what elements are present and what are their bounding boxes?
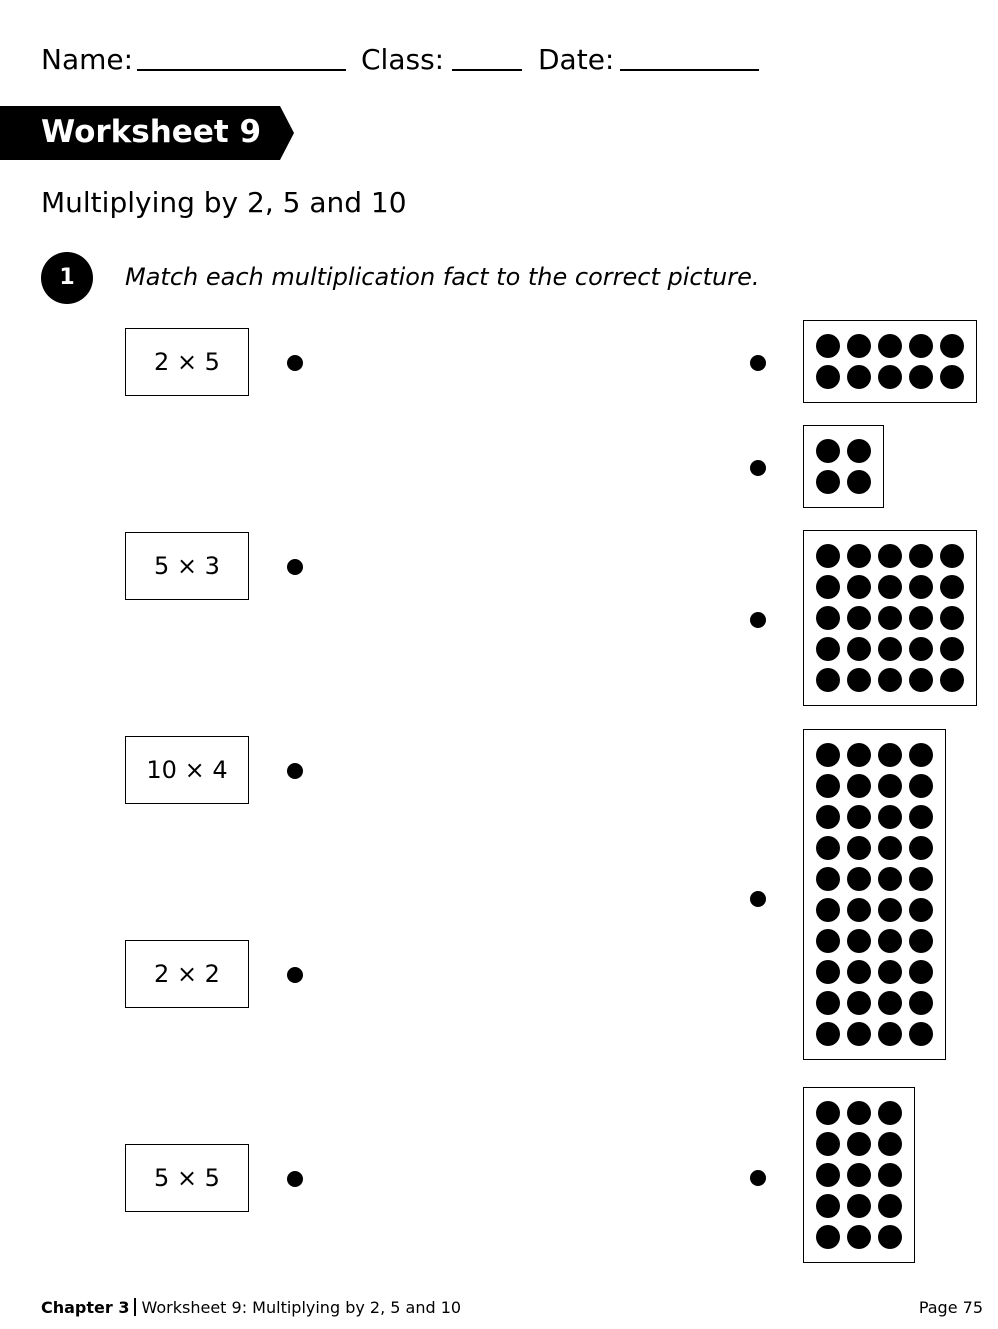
counter-dot [847, 991, 871, 1015]
counter-dot [816, 1163, 840, 1187]
counter-dot [878, 637, 902, 661]
counter-dot [816, 470, 840, 494]
right-match-dot[interactable] [750, 355, 766, 371]
counter-dot [847, 867, 871, 891]
counter-dot [816, 898, 840, 922]
question-instruction: Match each multiplication fact to the correct picture. [125, 263, 760, 291]
dot-array-picture [803, 320, 977, 403]
counter-dot [847, 439, 871, 463]
counter-dot [847, 805, 871, 829]
counter-dot [847, 668, 871, 692]
question-number-badge: 1 [41, 252, 93, 304]
counter-dot [847, 898, 871, 922]
fact-box: 10 × 4 [125, 736, 249, 804]
name-label: Name: [41, 43, 134, 76]
footer-title: Worksheet 9: Multiplying by 2, 5 and 10 [141, 1298, 462, 1317]
counter-dot [909, 668, 933, 692]
counter-dot [847, 1194, 871, 1218]
counter-dot [878, 1225, 902, 1249]
counter-dot [816, 334, 840, 358]
counter-dot [816, 544, 840, 568]
right-match-dot[interactable] [750, 1170, 766, 1186]
counter-dot [847, 1101, 871, 1125]
fact-box: 2 × 2 [125, 940, 249, 1008]
counter-dot [909, 774, 933, 798]
counter-dot [909, 365, 933, 389]
dot-array-picture [803, 729, 946, 1060]
right-match-dot[interactable] [750, 612, 766, 628]
page-number: Page 75 [918, 1298, 983, 1317]
counter-dot [816, 1101, 840, 1125]
counter-dot [878, 991, 902, 1015]
date-label: Date: [538, 43, 615, 76]
counter-dot [816, 1225, 840, 1249]
left-match-dot[interactable] [287, 967, 303, 983]
counter-dot [940, 334, 964, 358]
counter-dot [847, 365, 871, 389]
worksheet-title: Worksheet 9 [41, 114, 262, 150]
counter-dot [847, 606, 871, 630]
counter-dot [878, 960, 902, 984]
class-line[interactable] [452, 69, 522, 71]
counter-dot [878, 1022, 902, 1046]
counter-dot [816, 668, 840, 692]
counter-dot [878, 668, 902, 692]
counter-dot [816, 960, 840, 984]
footer-left [41, 1298, 461, 1318]
counter-dot [847, 334, 871, 358]
left-match-dot[interactable] [287, 763, 303, 779]
counter-dot [878, 575, 902, 599]
counter-dot [940, 637, 964, 661]
counter-dot [909, 805, 933, 829]
counter-dot [816, 929, 840, 953]
fact-box: 2 × 5 [125, 328, 249, 396]
counter-dot [816, 991, 840, 1015]
dot-array-picture [803, 530, 977, 706]
counter-dot [847, 836, 871, 860]
counter-dot [878, 544, 902, 568]
counter-dot [940, 365, 964, 389]
counter-dot [816, 575, 840, 599]
counter-dot [816, 774, 840, 798]
left-match-dot[interactable] [287, 559, 303, 575]
counter-dot [878, 929, 902, 953]
counter-dot [816, 439, 840, 463]
fact-box: 5 × 3 [125, 532, 249, 600]
counter-dot [816, 606, 840, 630]
counter-dot [878, 898, 902, 922]
dot-array-picture [803, 1087, 915, 1263]
counter-dot [878, 1194, 902, 1218]
counter-dot [909, 929, 933, 953]
fact-box: 5 × 5 [125, 1144, 249, 1212]
date-line[interactable] [620, 69, 759, 71]
right-match-dot[interactable] [750, 460, 766, 476]
footer-chapter: Chapter 3 [41, 1298, 130, 1317]
counter-dot [909, 334, 933, 358]
counter-dot [847, 544, 871, 568]
counter-dot [847, 470, 871, 494]
counter-dot [816, 805, 840, 829]
counter-dot [909, 637, 933, 661]
counter-dot [878, 365, 902, 389]
counter-dot [878, 606, 902, 630]
counter-dot [940, 575, 964, 599]
counter-dot [816, 743, 840, 767]
counter-dot [909, 606, 933, 630]
counter-dot [878, 743, 902, 767]
counter-dot [847, 929, 871, 953]
counter-dot [816, 836, 840, 860]
counter-dot [878, 1132, 902, 1156]
right-match-dot[interactable] [750, 891, 766, 907]
counter-dot [816, 365, 840, 389]
counter-dot [847, 637, 871, 661]
counter-dot [816, 1132, 840, 1156]
page-subtitle: Multiplying by 2, 5 and 10 [41, 186, 407, 219]
left-match-dot[interactable] [287, 1171, 303, 1187]
counter-dot [816, 867, 840, 891]
counter-dot [909, 1022, 933, 1046]
left-match-dot[interactable] [287, 355, 303, 371]
counter-dot [847, 960, 871, 984]
counter-dot [909, 743, 933, 767]
counter-dot [878, 1163, 902, 1187]
counter-dot [847, 575, 871, 599]
counter-dot [847, 1132, 871, 1156]
counter-dot [909, 836, 933, 860]
name-line[interactable] [137, 69, 346, 71]
counter-dot [909, 991, 933, 1015]
counter-dot [909, 544, 933, 568]
counter-dot [847, 1022, 871, 1046]
counter-dot [878, 867, 902, 891]
counter-dot [878, 836, 902, 860]
class-label: Class: [361, 43, 445, 76]
counter-dot [940, 606, 964, 630]
counter-dot [878, 774, 902, 798]
counter-dot [909, 575, 933, 599]
counter-dot [940, 668, 964, 692]
counter-dot [940, 544, 964, 568]
counter-dot [816, 1022, 840, 1046]
dot-array-picture [803, 425, 884, 508]
counter-dot [847, 774, 871, 798]
counter-dot [878, 805, 902, 829]
counter-dot [909, 867, 933, 891]
counter-dot [847, 1163, 871, 1187]
counter-dot [816, 637, 840, 661]
footer-divider [134, 1298, 136, 1316]
counter-dot [878, 334, 902, 358]
counter-dot [847, 743, 871, 767]
counter-dot [909, 898, 933, 922]
counter-dot [847, 1225, 871, 1249]
counter-dot [909, 960, 933, 984]
counter-dot [816, 1194, 840, 1218]
counter-dot [878, 1101, 902, 1125]
